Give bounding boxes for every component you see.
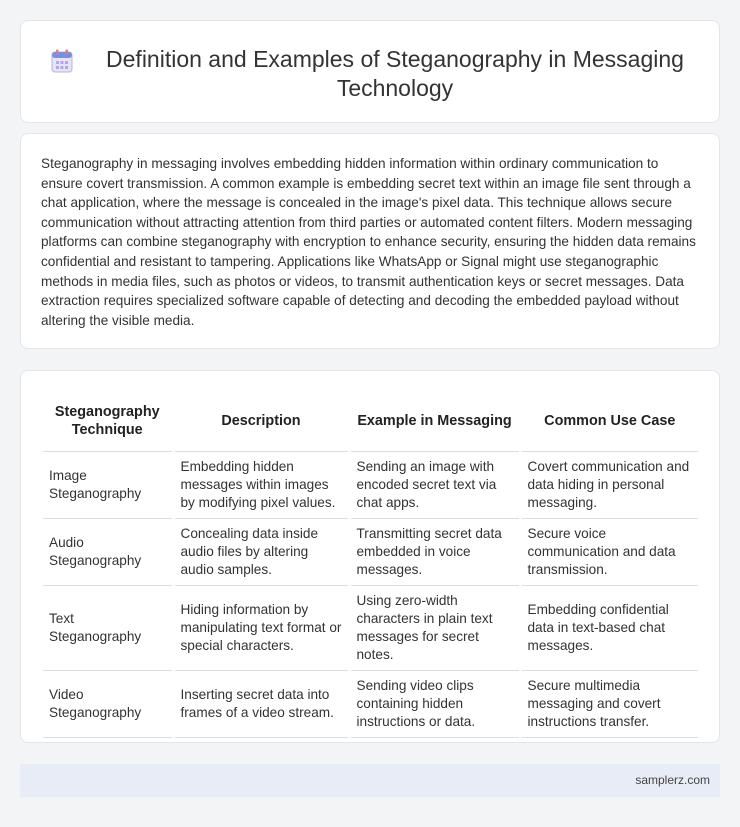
intro-paragraph: Steganography in messaging involves embedding hidden information within ordinary communication to ensure covert transmission. A common example is embedding secret text within an image file sent through a chat application, where the message is concealed in the image's pixel data. This technique allows secure communication without attracting attention from third parties or automated content filters. Modern messaging platforms can combine steganography with encryption to enhance security, ensuring the hidden data remains confidential and resistant to tampering. Applications like WhatsApp or Signal might use steganographic methods in media files, such as photos or videos, to transmit authentication keys or secret messages. Data extraction requires specialized software capable of detecting and decoding the embedded payload without altering the visible media. [41, 156, 696, 328]
table-cell: Covert communication and data hiding in personal messaging. [520, 451, 698, 518]
table-row [43, 585, 698, 670]
table-row [43, 451, 698, 518]
column-header: Steganography Technique [43, 391, 173, 451]
table-cell: Transmitting secret data embedded in voice messages. [349, 518, 520, 585]
table-cell: Using zero-width characters in plain text messages for secret notes. [349, 585, 520, 670]
table-row [43, 518, 698, 585]
table-cell: Sending video clips containing hidden instructions or data. [349, 670, 520, 737]
table-cell: Secure multimedia messaging and covert instructions transfer. [520, 670, 698, 737]
footer-bar [20, 764, 720, 797]
column-header: Common Use Case [520, 391, 698, 451]
page-title: Definition and Examples of Steganography in Messaging Technology [106, 46, 684, 101]
table-cell: Image Steganography [43, 451, 173, 518]
table-cell: Embedding confidential data in text-based chat messages. [520, 585, 698, 670]
table-cell: Secure voice communication and data transmission. [520, 518, 698, 585]
table-cell: Inserting secret data into frames of a video stream. [173, 670, 349, 737]
table-card [20, 370, 720, 743]
table-header-row [43, 391, 698, 451]
table-cell: Video Steganography [43, 670, 173, 737]
table-cell: Hiding information by manipulating text format or special characters. [173, 585, 349, 670]
footer-site-link[interactable]: samplerz.com [635, 773, 710, 787]
table-cell: Text Steganography [43, 585, 173, 670]
title-card [20, 20, 720, 123]
intro-card [20, 133, 720, 349]
table-cell: Embedding hidden messages within images by modifying pixel values. [173, 451, 349, 518]
table-cell: Audio Steganography [43, 518, 173, 585]
column-header: Description [173, 391, 349, 451]
column-header: Example in Messaging [349, 391, 520, 451]
table-row [43, 670, 698, 737]
table-cell: Sending an image with encoded secret text via chat apps. [349, 451, 520, 518]
steganography-table [43, 391, 698, 738]
table-cell: Concealing data inside audio files by altering audio samples. [173, 518, 349, 585]
